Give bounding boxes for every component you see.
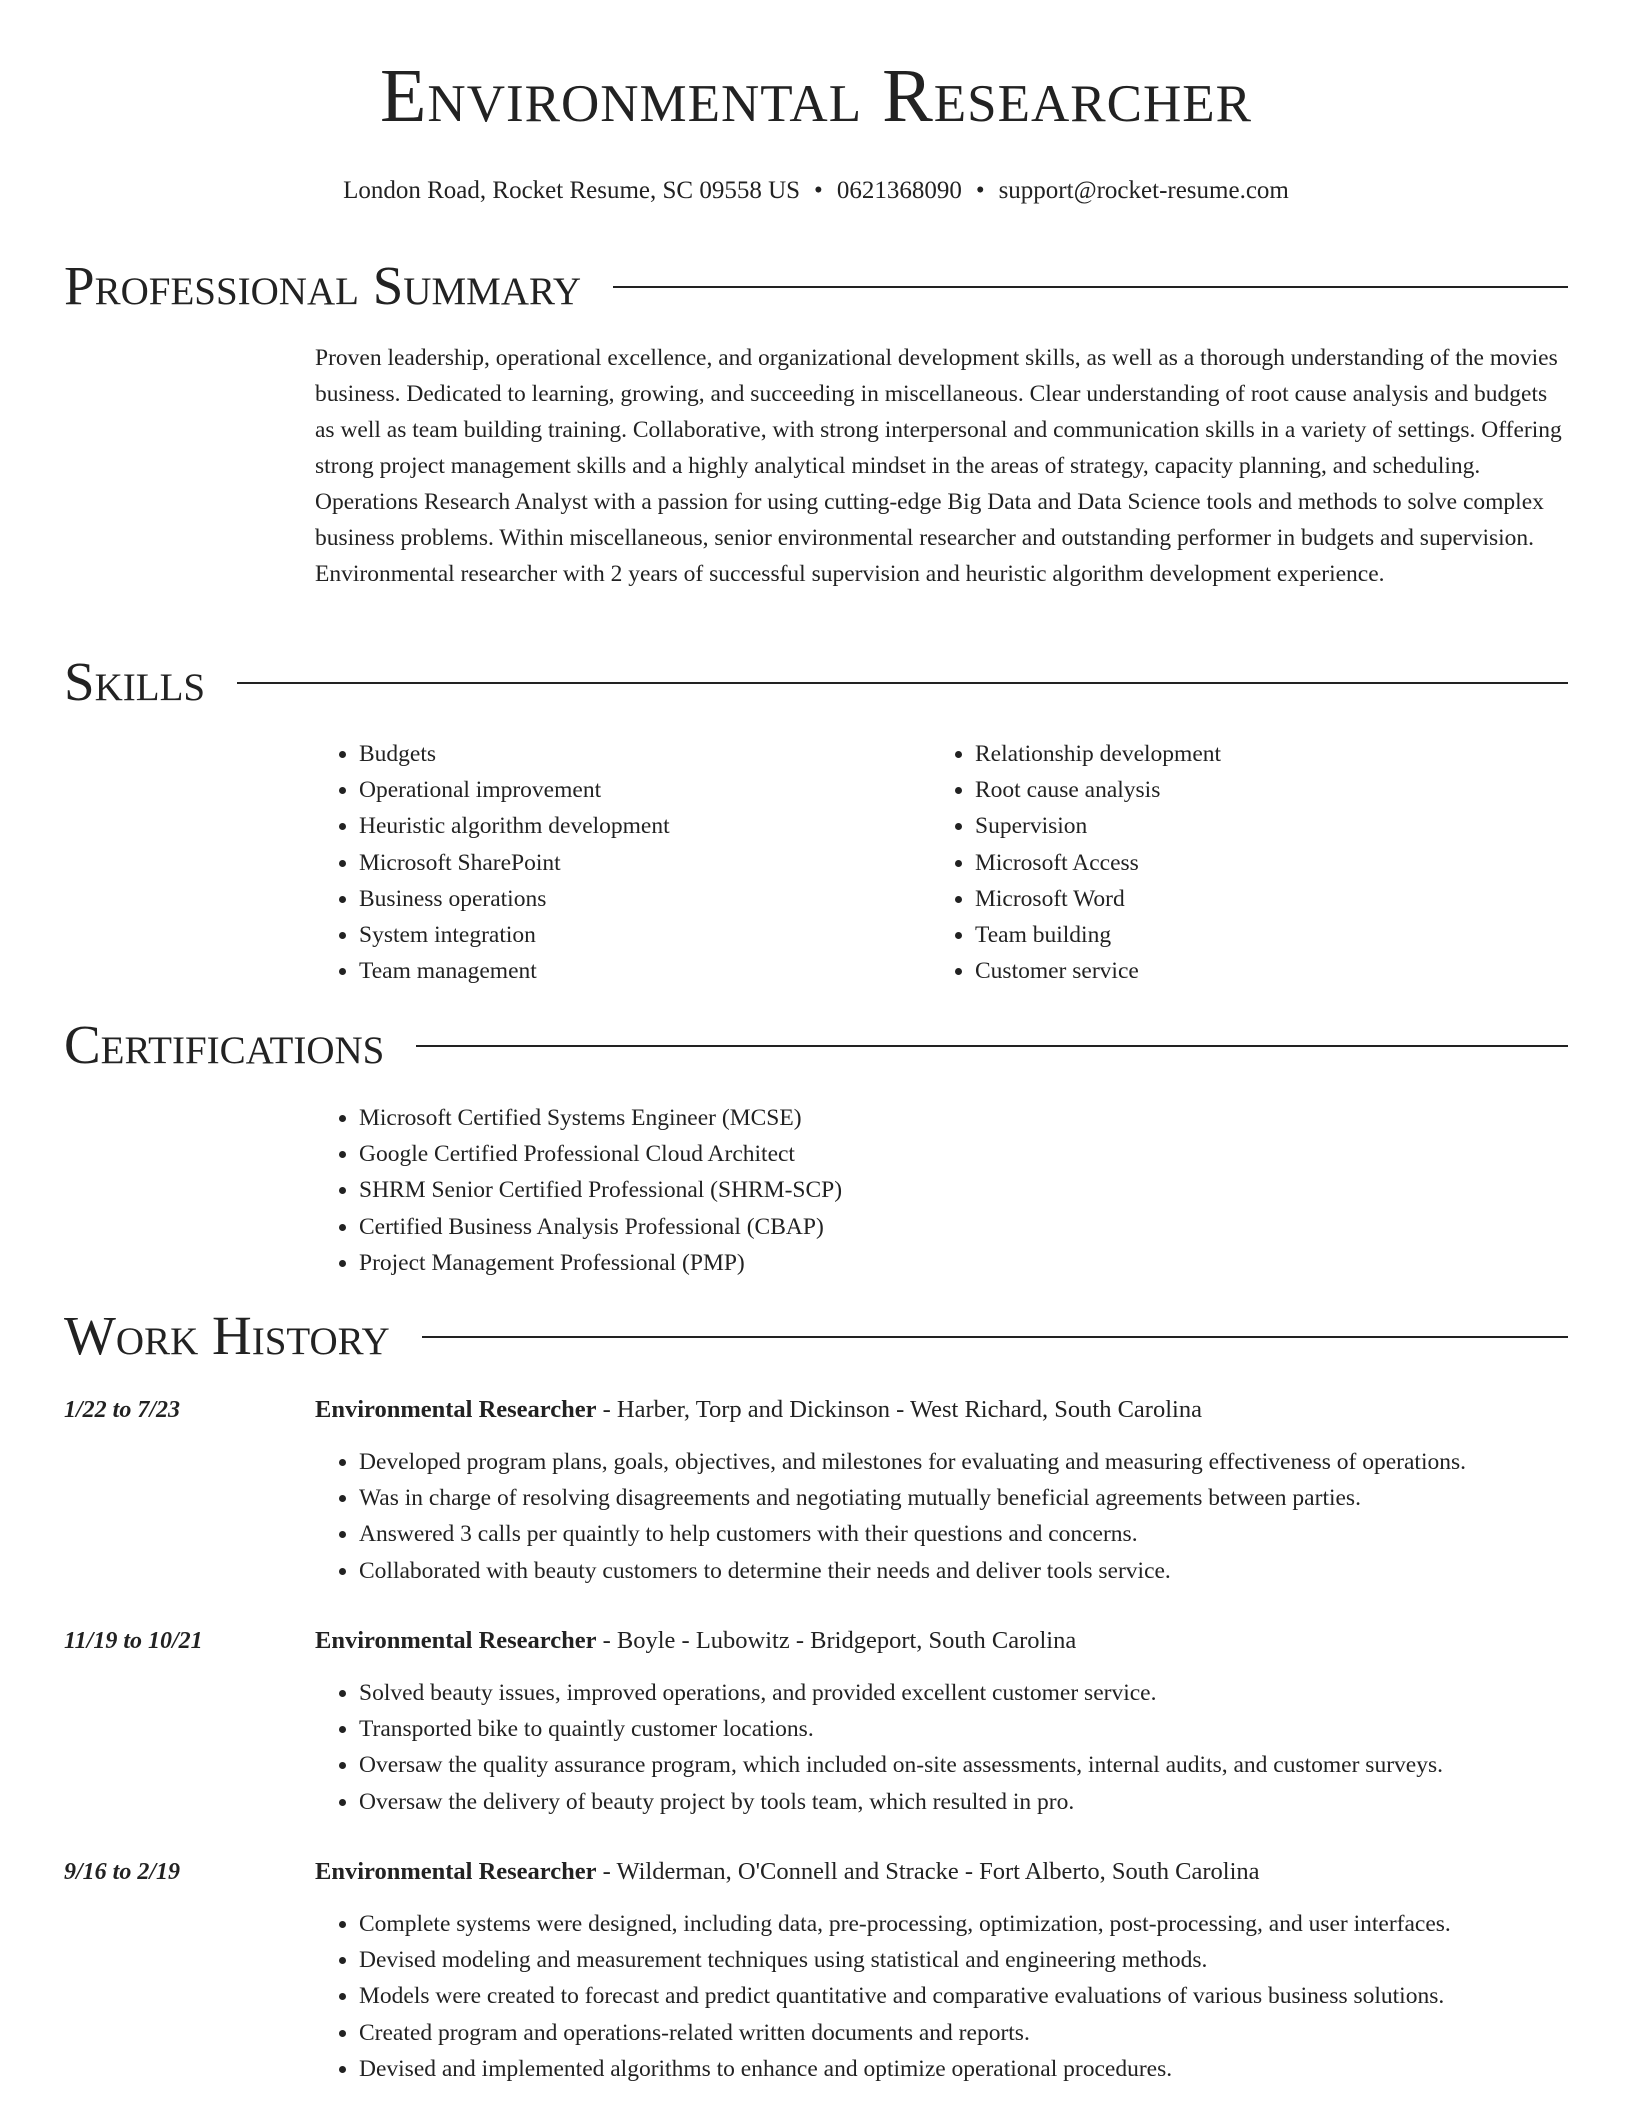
certification-item: • Microsoft Certified Systems Engineer (MCSE)	[359, 1100, 1568, 1136]
job-title: Environmental Researcher	[315, 1627, 597, 1654]
skill-item: • Customer service	[975, 953, 1568, 989]
certifications-list	[315, 1100, 1568, 1281]
job-duty-item: • Oversaw the quality assurance program, which included on-site assessments, internal audits, and customer surveys.	[359, 1747, 1568, 1783]
certification-item: • Certified Business Analysis Professional (CBAP)	[359, 1209, 1568, 1245]
job-dates: 9/16 to 2/19	[64, 1859, 181, 1885]
certification-item: • Google Certified Professional Cloud Architect	[359, 1136, 1568, 1172]
job-duty-item: • Solved beauty issues, improved operations, and provided excellent customer service.	[359, 1675, 1568, 1711]
section-title-work-history: Work History	[64, 1305, 390, 1366]
contact-separator: •	[975, 177, 985, 204]
section-title-summary: Professional Summary	[64, 255, 582, 316]
section-title-skills: Skills	[64, 651, 206, 712]
candidate-name: Environmental Researcher	[380, 54, 1252, 138]
contact-email: support@rocket-resume.com	[998, 177, 1289, 204]
section-divider	[422, 1336, 1568, 1338]
job-dates: 11/19 to 10/21	[64, 1628, 203, 1654]
section-header-summary	[64, 256, 1568, 316]
job-duty-item: • Created program and operations-related written documents and reports.	[359, 2015, 1568, 2051]
section-divider	[237, 682, 1568, 684]
job-employer-location: - Harber, Torp and Dickinson - West Richard, South Carolina	[596, 1396, 1202, 1423]
skill-item: • Heuristic algorithm development	[359, 808, 915, 844]
job-heading	[315, 1623, 1568, 1659]
contact-phone: 0621368090	[836, 177, 962, 204]
section-divider	[613, 286, 1568, 288]
job-duty-item: • Collaborated with beauty customers to determine their needs and deliver tools service.	[359, 1553, 1568, 1589]
section-header-skills	[64, 652, 1568, 712]
skills-column-left	[315, 736, 915, 989]
job-title: Environmental Researcher	[315, 1396, 597, 1423]
job-duties	[315, 1444, 1568, 1589]
job-duty-item: • Answered 3 calls per quaintly to help customers with their questions and concerns.	[359, 1516, 1568, 1552]
section-divider	[416, 1045, 1568, 1047]
job-duty-item: • Developed program plans, goals, objectives, and milestones for evaluating and measuring effectiveness of operations.	[359, 1444, 1568, 1480]
certification-item: • Project Management Professional (PMP)	[359, 1245, 1568, 1281]
skill-item: • System integration	[359, 917, 915, 953]
skill-item: • Supervision	[975, 808, 1568, 844]
skill-item: • Root cause analysis	[975, 772, 1568, 808]
section-header-work-history	[64, 1306, 1568, 1366]
job-heading	[315, 1854, 1568, 1890]
summary-paragraph: Proven leadership, operational excellence, and organizational development skills, as well as a thorough understanding of the movies business. Dedicated to learning, growing, and succeeding in miscellaneous. Clear understanding of root cause analysis and budgets as well as team building training. Collaborative, with strong interpersonal and communication skills in a variety of settings. Offering strong project management skills and a highly analytical mindset in the areas of strategy, capacity planning, and scheduling. Operations Research Analyst with a passion for using cutting-edge Big Data and Data Science tools and methods to solve complex business problems. Within miscellaneous, senior environmental researcher and outstanding performer in budgets and supervision. Environmental researcher with 2 years of successful supervision and heuristic algorithm development experience.	[315, 345, 1562, 587]
job-duty-item: • Devised modeling and measurement techniques using statistical and engineering methods.	[359, 1942, 1568, 1978]
skill-item: • Microsoft Word	[975, 881, 1568, 917]
job-duties	[315, 1675, 1568, 1820]
skill-item: • Budgets	[359, 736, 915, 772]
section-header-certifications	[64, 1015, 1568, 1075]
skill-item: • Business operations	[359, 881, 915, 917]
job-duty-item: • Oversaw the delivery of beauty project by tools team, which resulted in pro.	[359, 1784, 1568, 1820]
contact-line	[0, 176, 1632, 206]
skills-column-right	[931, 736, 1568, 989]
certification-item: • SHRM Senior Certified Professional (SHRM-SCP)	[359, 1172, 1568, 1208]
skill-item: • Team building	[975, 917, 1568, 953]
job-duty-item: • Was in charge of resolving disagreements and negotiating mutually beneficial agreements between parties.	[359, 1480, 1568, 1516]
skill-item: • Microsoft SharePoint	[359, 845, 915, 881]
job-employer-location: - Boyle - Lubowitz - Bridgeport, South Carolina	[596, 1627, 1077, 1654]
job-duties	[315, 1906, 1568, 2087]
skill-item: • Team management	[359, 953, 915, 989]
job-duty-item: • Devised and implemented algorithms to enhance and optimize operational procedures.	[359, 2051, 1568, 2087]
job-heading	[315, 1392, 1568, 1428]
job-title: Environmental Researcher	[315, 1858, 597, 1885]
job-dates: 1/22 to 7/23	[64, 1397, 181, 1423]
skill-item: • Relationship development	[975, 736, 1568, 772]
section-title-certifications: Certifications	[64, 1014, 385, 1075]
skill-item: • Microsoft Access	[975, 845, 1568, 881]
contact-address: London Road, Rocket Resume, SC 09558 US	[343, 177, 801, 204]
job-duty-item: • Complete systems were designed, including data, pre-processing, optimization, post-processing, and user interfaces.	[359, 1906, 1568, 1942]
job-employer-location: - Wilderman, O'Connell and Stracke - Fort Alberto, South Carolina	[596, 1858, 1260, 1885]
job-duty-item: • Transported bike to quaintly customer locations.	[359, 1711, 1568, 1747]
skill-item: • Operational improvement	[359, 772, 915, 808]
contact-separator: •	[814, 177, 823, 204]
job-duty-item: • Models were created to forecast and predict quantitative and comparative evaluations of various business solutions.	[359, 1978, 1568, 2014]
